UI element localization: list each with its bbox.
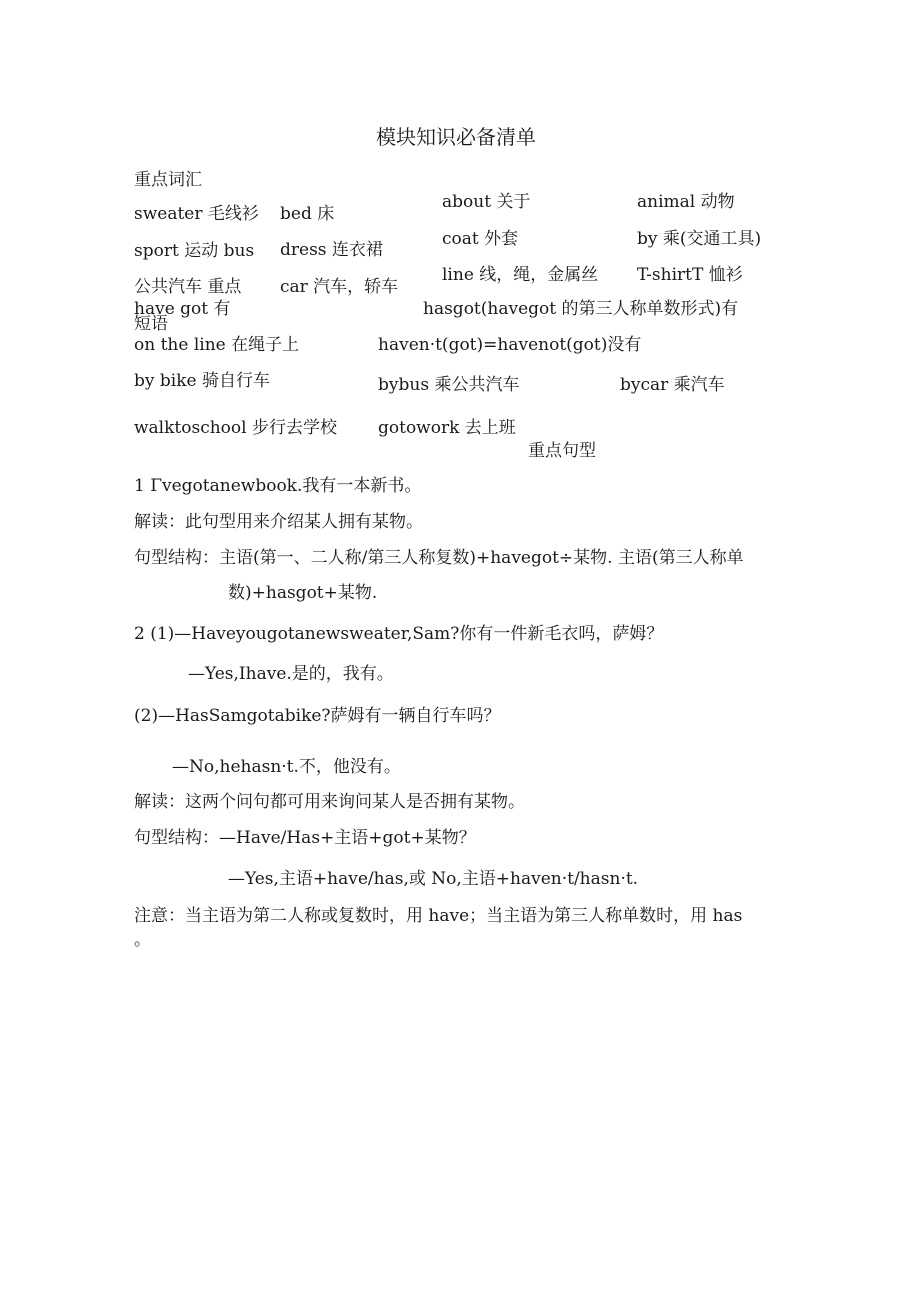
note-end: 。 [134, 930, 151, 950]
s1-structure: 句型结构：主语(第一、二人称/第三人称复数)+havegot÷某物. 主语(第三人称单 [134, 548, 744, 568]
s2-explain: 解读：这两个问句都可用来询问某人是否拥有某物。 [134, 792, 525, 812]
vocab-dress: dress 连衣裙 [280, 240, 383, 260]
vocab-bed: bed 床 [280, 204, 335, 224]
s2-question-2: (2)—HasSamgotabike?萨姆有一辆自行车吗？ [134, 706, 501, 726]
phrase-go-to-work: gotowork 去上班 [378, 418, 516, 438]
note: 注意：当主语为第二人称或复数时，用 have；当主语为第三人称单数时，用 has [134, 906, 743, 926]
phrase-by-bus: bybus 乘公共汽车 [378, 375, 520, 395]
s2-structure: 句型结构：—Have/Has+主语+got+某物？ [134, 828, 476, 848]
phrase-have-got: have got 有 [134, 299, 231, 319]
phrase-on-the-line: on the line 在绳子上 [134, 335, 300, 355]
phrase-walk-to-school: walktoschool 步行去学校 [134, 418, 337, 438]
s2-answer-2: —No,hehasn·t.不，他没有。 [172, 757, 401, 777]
s1-structure-cont: 数)+hasgot+某物. [228, 583, 378, 603]
vocab-heading: 重点词汇 [134, 170, 202, 190]
sentences-heading: 重点句型 [528, 441, 596, 461]
phrase-havent-got: haven·t(got)=havenot(got)没有 [378, 335, 642, 355]
phrases-heading: 短语 [134, 314, 168, 334]
vocab-sport-bus: sport 运动 bus [134, 241, 255, 261]
vocab-bus-cont: 公共汽车 重点 [134, 277, 242, 297]
s2-answer-1: —Yes,Ihave.是的，我有。 [188, 664, 394, 684]
vocab-animal: animal 动物 [637, 192, 735, 212]
vocab-sweater: sweater 毛线衫 [134, 204, 259, 224]
s2-question-1: 2 (1)—Haveyougotanewsweater,Sam?你有一件新毛衣吗，萨姆？ [134, 624, 664, 644]
vocab-about: about 关于 [442, 192, 531, 212]
page-title: 模块知识必备清单 [376, 125, 536, 149]
s1-example: 1 Γvegotanewbook.我有一本新书。 [134, 476, 422, 496]
vocab-line: line 线，绳，金属丝 [442, 265, 599, 285]
s1-explain: 解读：此句型用来介绍某人拥有某物。 [134, 512, 423, 532]
vocab-by: by 乘(交通工具) [637, 229, 762, 249]
s2-structure-cont: —Yes,主语+have/has,或 No,主语+haven·t/hasn·t. [228, 869, 639, 889]
vocab-car: car 汽车，轿车 [280, 277, 399, 297]
vocab-coat: coat 外套 [442, 229, 519, 249]
phrase-by-bike: by bike 骑自行车 [134, 371, 270, 391]
phrase-has-got: hasgot(havegot 的第三人称单数形式)有 [423, 299, 739, 319]
vocab-tshirt: T-shirtT 恤衫 [637, 265, 743, 285]
phrase-by-car: bycar 乘汽车 [620, 375, 725, 395]
